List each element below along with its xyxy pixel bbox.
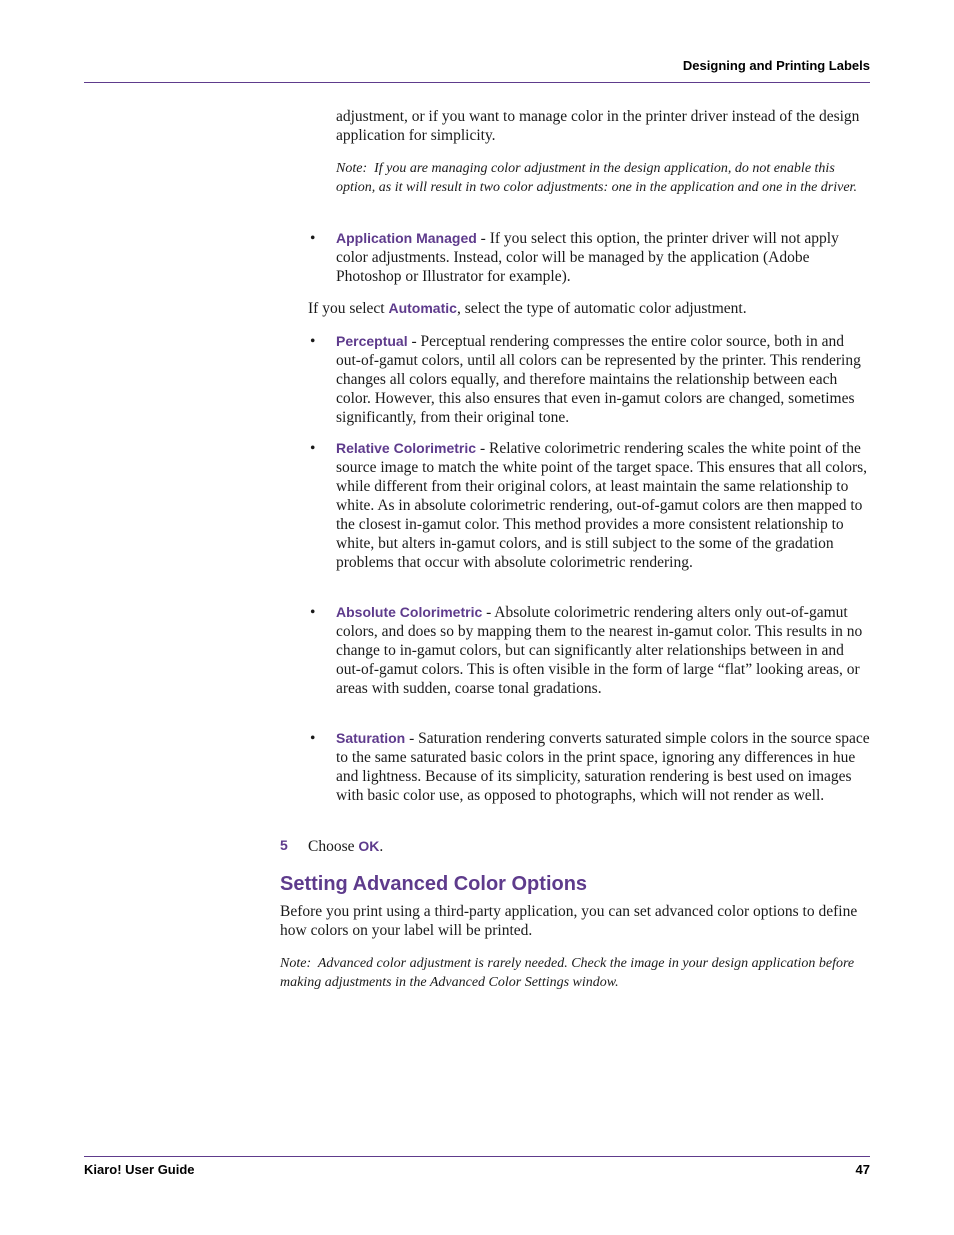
term-saturation: Saturation — [336, 730, 406, 746]
automatic-intro — [308, 299, 870, 318]
section-heading: Setting Advanced Color Options — [280, 873, 588, 895]
bullet-symbol: • — [310, 730, 316, 747]
step-text-after: . — [379, 838, 384, 855]
bullet-absolute-colorimetric — [336, 603, 870, 698]
step-5 — [308, 837, 870, 856]
note-driver — [336, 160, 870, 197]
term-ok: OK — [358, 838, 380, 854]
term-relative-colorimetric: Relative Colorimetric — [336, 440, 477, 456]
bullet-relative-colorimetric — [336, 439, 870, 572]
note-text: Advanced color adjustment is rarely needed. Check the image in your design application before making adjustments in the Advanced Color Settings window. — [280, 956, 855, 990]
term-perceptual: Perceptual — [336, 333, 408, 349]
bullet-symbol: • — [310, 604, 316, 621]
note-advanced — [280, 955, 870, 992]
bullet-text: - Relative colorimetric rendering scales the white point of the source image to match the white point of the target space. This ensures that all colors, while different from their original colors, at least maintain the same relationship to white. As in absolute colorimetric rendering, out-of-gamut colors are then mapped to the closest in-gamut color. This method provides a more consistent relationship to white, but alters in-gamut colors, and is still subject to the some of the gradation problems that occur with absolute colorimetric rendering. — [336, 440, 868, 571]
footer-rule — [84, 1156, 870, 1157]
step-number: 5 — [280, 837, 288, 853]
bullet-symbol: • — [310, 440, 316, 457]
bullet-saturation — [336, 729, 870, 805]
bullet-text: - Absolute colorimetric rendering alters only out-of-gamut colors, and does so by mapping them to the nearest in-gamut color. This results in no change to in-gamut colors, but can significantly alter relationships between in and out-of-gamut colors. This is often visible in the form of large “flat” looking areas, or areas with sudden, coarse tonal gradations. — [336, 604, 863, 697]
bullet-symbol: • — [310, 333, 316, 350]
header-rule — [84, 82, 870, 83]
term-application-managed: Application Managed — [336, 230, 477, 246]
section-body: Before you print using a third-party application, you can set advanced color options to define how colors on your label will be printed. — [280, 903, 858, 939]
intro-text-after: , select the type of automatic color adjustment. — [456, 300, 747, 317]
bullet-text: - Saturation rendering converts saturated simple colors in the source space to the same saturated basic colors in the print space, ignoring any differences in hue and lightness. Because of its simplicity, saturation rendering is best used on images with basic color use, as opposed to photographs, which will not render as well. — [336, 730, 870, 804]
bullet-application-managed — [336, 229, 870, 286]
running-header: Designing and Printing Labels — [682, 58, 870, 73]
note-label: Note: — [336, 161, 368, 176]
bullet-perceptual — [336, 332, 870, 427]
note-label: Note: — [280, 956, 312, 971]
bullet-symbol: • — [310, 230, 316, 247]
intro-text: If you select — [308, 300, 389, 317]
term-absolute-colorimetric: Absolute Colorimetric — [336, 604, 483, 620]
step-text: Choose — [308, 838, 359, 855]
note-text: If you are managing color adjustment in the design application, do not enable this option, as it will result in two color adjustments: one in the application and one in the driver. — [336, 161, 857, 195]
bullet-text: - Perceptual rendering compresses the entire color source, both in and out-of-gamut colors, until all colors can be represented by the printer. This rendering changes all colors equally, and therefore maintains the relationship between each color. However, this also ensures that even in-gamut colors are changed, sometimes significantly, from their original tone. — [336, 333, 861, 426]
page-number: 47 — [855, 1162, 870, 1177]
footer-title: Kiaro! User Guide — [84, 1162, 195, 1177]
term-automatic: Automatic — [388, 300, 457, 316]
continuation-paragraph: adjustment, or if you want to manage color in the printer driver instead of the design application for simplicity. — [336, 108, 860, 144]
bullet-text: - If you select this option, the printer driver will not apply color adjustments. Instead, color will be managed by the application (Adobe Photoshop or Illustrator for example). — [336, 230, 839, 285]
